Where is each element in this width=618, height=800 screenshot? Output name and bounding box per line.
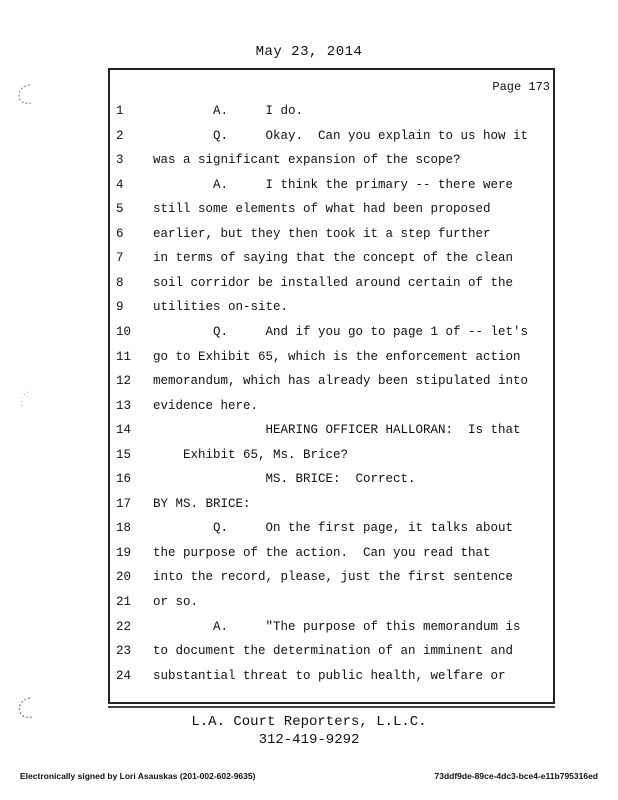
document-hash-id: 73ddf9de-89ce-4dc3-bce4-e11b795316ed [434, 771, 598, 781]
line-text: Q. Okay. Can you explain to us how it [153, 128, 529, 143]
line-text: evidence here. [153, 398, 259, 413]
line-text: go to Exhibit 65, which is the enforcement action [153, 349, 521, 364]
transcript-line [108, 448, 555, 472]
hole-punch-mark-icon [14, 696, 36, 720]
line-number: 6 [116, 226, 124, 241]
transcript-line [108, 129, 555, 153]
line-text: substantial threat to public health, welfare or [153, 668, 506, 683]
line-text: Q. And if you go to page 1 of -- let's [153, 324, 529, 339]
electronic-signature-note: Electronically signed by Lori Asauskas (201-002-602-9635) [20, 771, 256, 781]
line-text: earlier, but they then took it a step further [153, 226, 491, 241]
line-number: 2 [116, 128, 124, 143]
transcript-line [108, 423, 555, 447]
transcript-line [108, 669, 555, 693]
line-number: 15 [116, 447, 132, 462]
transcript-line [108, 521, 555, 545]
transcript-line [108, 620, 555, 644]
line-number: 23 [116, 644, 132, 659]
line-number: 9 [116, 300, 124, 315]
line-text: A. "The purpose of this memorandum is [153, 619, 521, 634]
line-text: was a significant expansion of the scope? [153, 153, 461, 168]
line-text: into the record, please, just the first sentence [153, 570, 514, 585]
line-text: utilities on-site. [153, 300, 289, 315]
line-number: 5 [116, 202, 124, 217]
transcript-line [108, 546, 555, 570]
line-number: 11 [116, 349, 132, 364]
line-number: 19 [116, 545, 132, 560]
transcript-line [108, 300, 555, 324]
line-text: the purpose of the action. Can you read that [153, 545, 491, 560]
transcript-line [108, 497, 555, 521]
line-text: or so. [153, 595, 199, 609]
document-date: May 23, 2014 [255, 44, 363, 60]
line-text: memorandum, which has already been stipulated into [153, 374, 529, 389]
court-reporter-firm: L.A. Court Reporters, L.L.C. [191, 714, 427, 730]
transcript-line [108, 644, 555, 668]
line-number: 17 [116, 496, 132, 511]
transcript-line [108, 251, 555, 275]
line-text: A. I do. [153, 104, 304, 118]
transcript-line [108, 399, 555, 423]
line-text: soil corridor be installed around certain of the [153, 275, 514, 290]
line-number: 21 [116, 595, 132, 609]
court-reporter-phone: 312-419-9292 [258, 732, 360, 748]
line-number: 4 [116, 177, 124, 192]
hole-punch-mark-icon [14, 82, 36, 106]
hole-punch-mark-icon [14, 388, 36, 412]
line-number: 14 [116, 423, 132, 438]
line-text: MS. BRICE: Correct. [153, 472, 416, 487]
line-number: 7 [116, 251, 124, 266]
line-text: HEARING OFFICER HALLORAN: Is that [153, 423, 521, 438]
line-number: 16 [116, 472, 132, 487]
line-number: 10 [116, 324, 132, 339]
transcript-line [108, 374, 555, 398]
page-number-label: Page 173 [492, 80, 550, 94]
line-text: Q. On the first page, it talks about [153, 521, 514, 536]
transcript-line [108, 350, 555, 374]
line-text: A. I think the primary -- there were [153, 177, 514, 192]
line-text: still some elements of what had been proposed [153, 202, 491, 217]
line-number: 13 [116, 398, 132, 413]
page-bottom-rule [108, 706, 555, 708]
transcript-line [108, 153, 555, 177]
line-number: 22 [116, 619, 132, 634]
line-text: Exhibit 65, Ms. Brice? [153, 447, 349, 462]
transcript-line [108, 227, 555, 251]
transcript-line [108, 202, 555, 226]
line-number: 24 [116, 668, 132, 683]
transcript-line [108, 472, 555, 496]
transcript-line [108, 325, 555, 349]
transcript-line [108, 178, 555, 202]
transcript-line [108, 595, 555, 619]
line-number: 20 [116, 570, 132, 585]
transcript-line [108, 570, 555, 594]
line-number: 3 [116, 153, 124, 168]
line-number: 12 [116, 374, 132, 389]
line-text: to document the determination of an imminent and [153, 644, 514, 659]
line-number: 8 [116, 275, 124, 290]
transcript-line [108, 104, 555, 128]
transcript-line [108, 276, 555, 300]
line-text: in terms of saying that the concept of the clean [153, 251, 514, 266]
line-number: 1 [116, 104, 124, 118]
line-number: 18 [116, 521, 132, 536]
line-text: BY MS. BRICE: [153, 496, 251, 511]
